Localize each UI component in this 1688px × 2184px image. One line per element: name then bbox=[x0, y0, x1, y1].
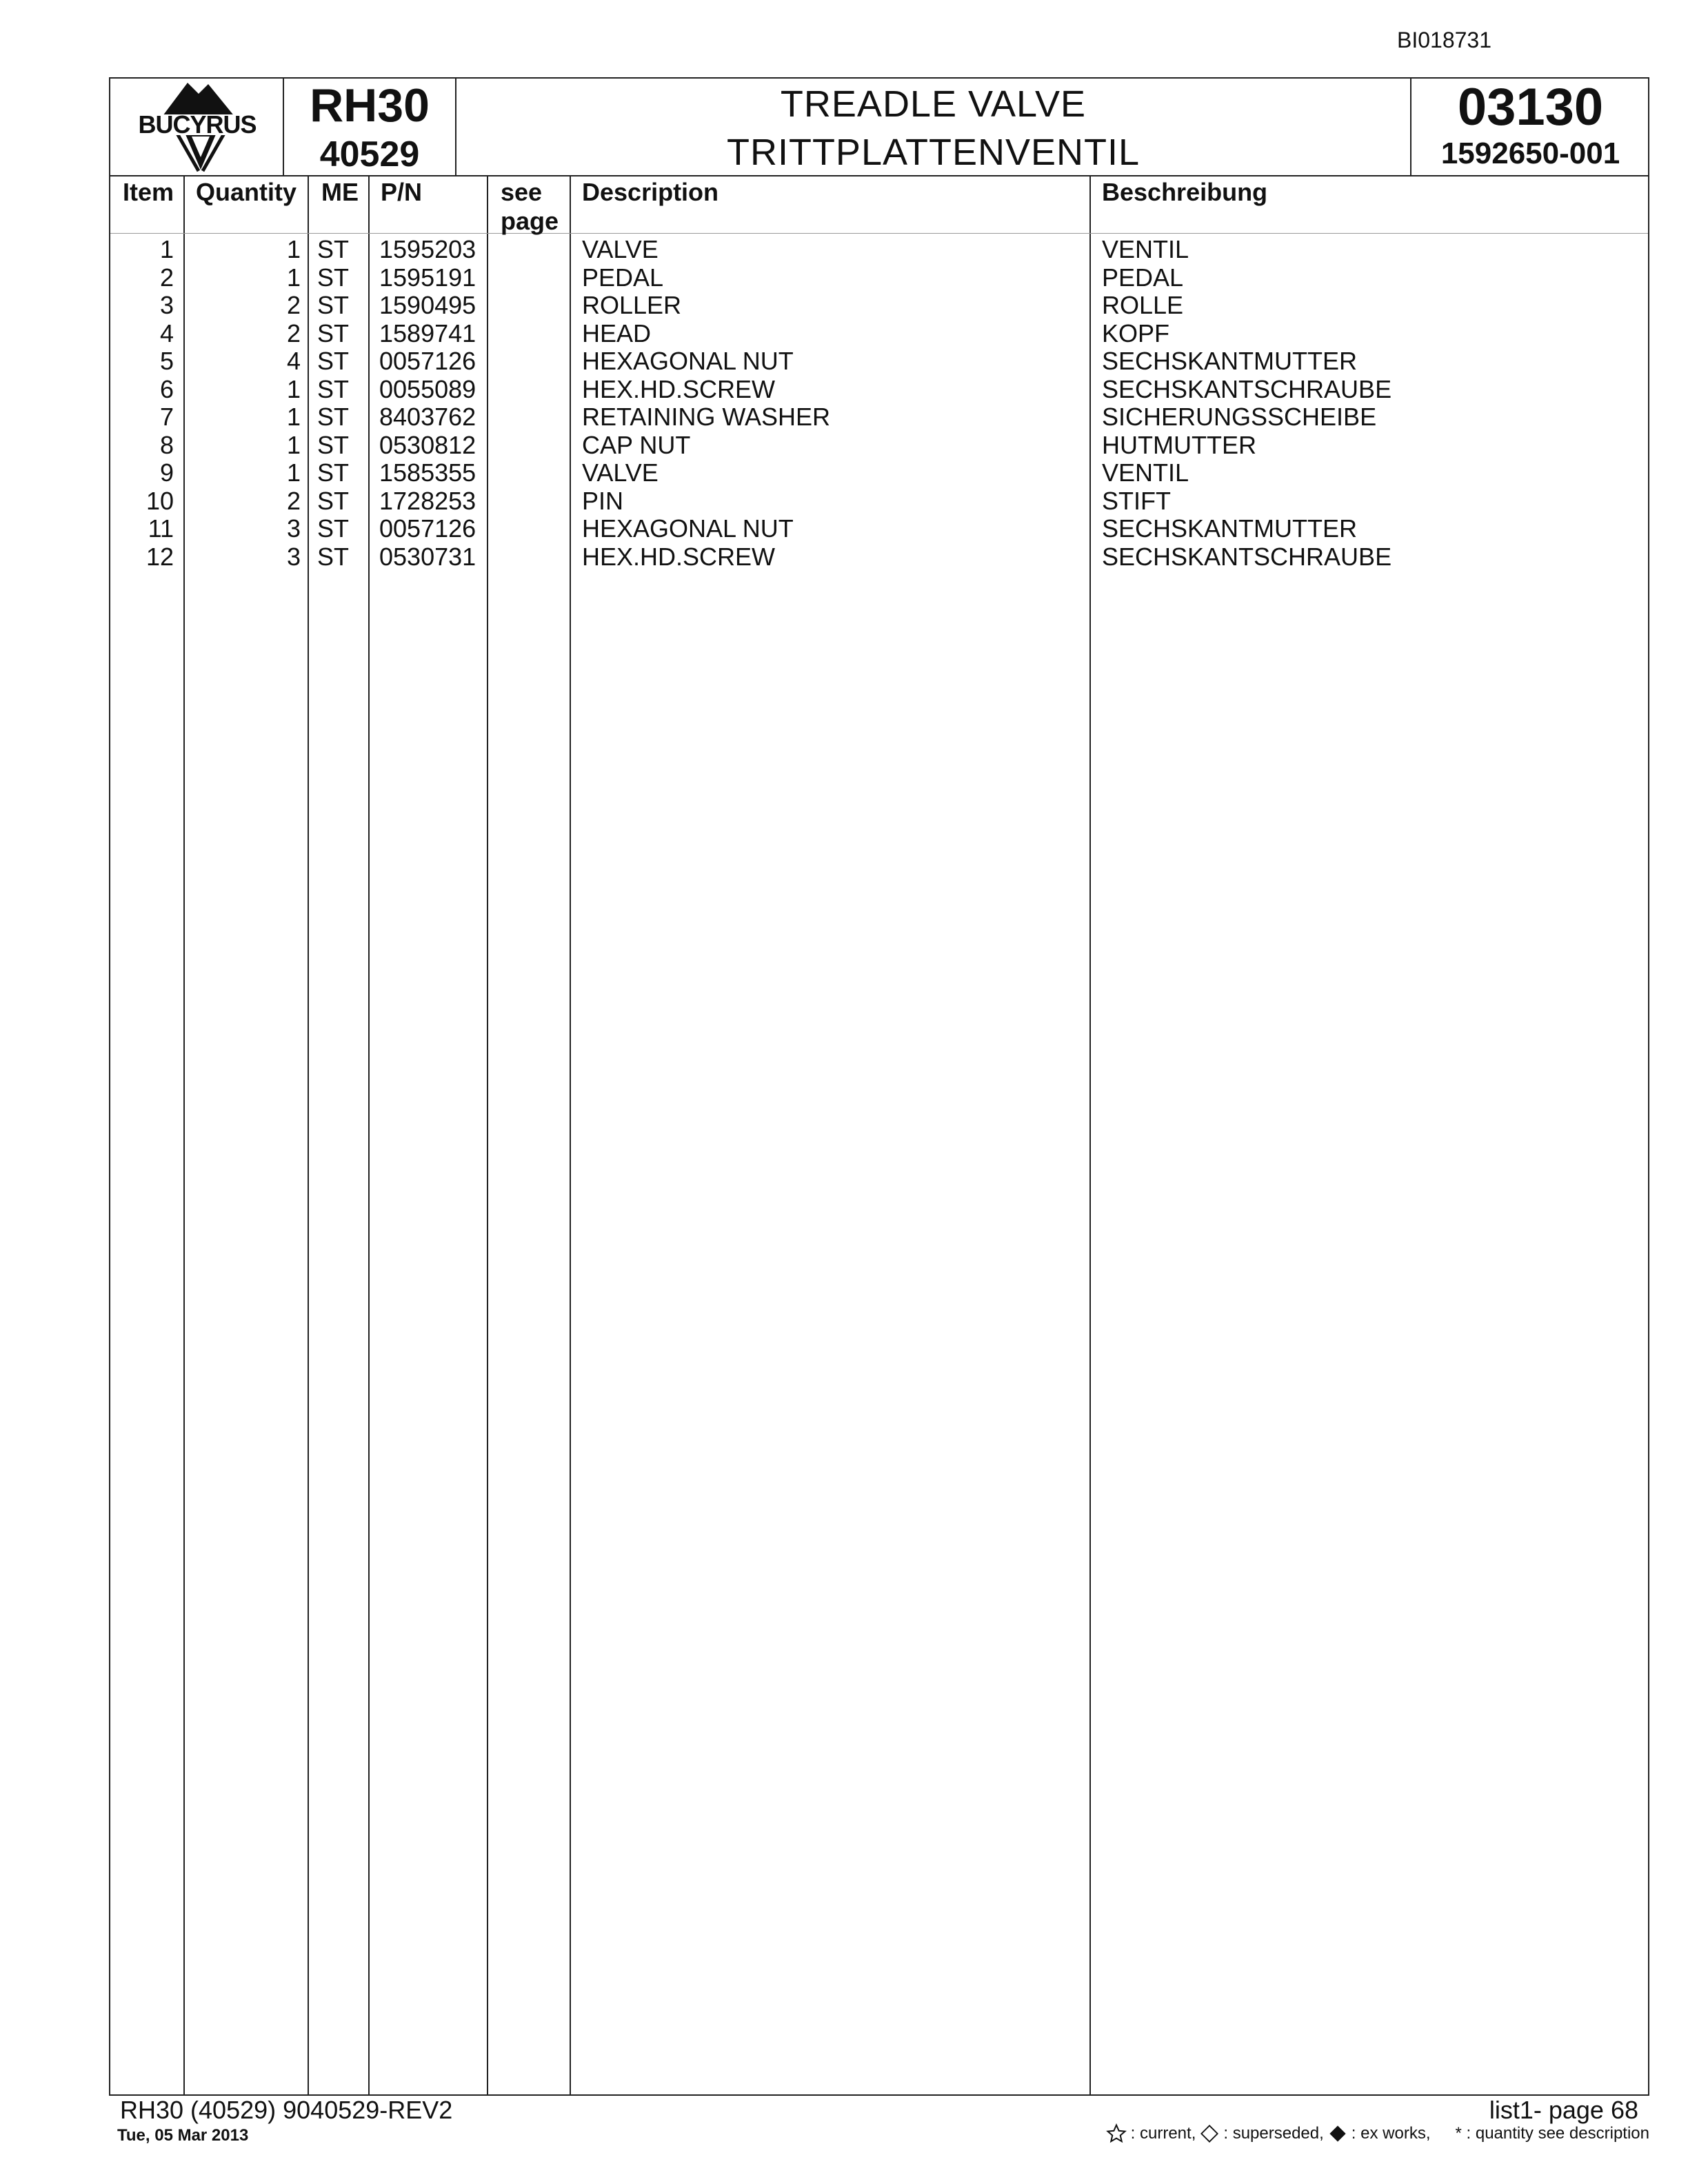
me-cell: ST bbox=[317, 542, 350, 571]
description-cell: HEXAGONAL NUT bbox=[582, 347, 794, 375]
item-cell: 6 bbox=[159, 374, 174, 403]
group-number-cell bbox=[1411, 79, 1649, 175]
description-cell: HEXAGONAL NUT bbox=[582, 514, 794, 543]
star-outline-icon bbox=[1106, 2123, 1127, 2144]
table-row bbox=[110, 347, 1648, 375]
table-row bbox=[110, 320, 1648, 347]
item-cell: 11 bbox=[148, 514, 174, 543]
me-cell: ST bbox=[317, 374, 350, 403]
me-cell: ST bbox=[317, 235, 350, 263]
title-cell bbox=[456, 79, 1411, 175]
part-number-cell: 1595191 bbox=[379, 263, 476, 292]
item-cell: 7 bbox=[159, 403, 174, 431]
svg-text:BUCYRUS: BUCYRUS bbox=[138, 110, 257, 139]
beschreibung-cell: VENTIL bbox=[1102, 235, 1189, 263]
beschreibung-cell: STIFT bbox=[1102, 486, 1171, 515]
quantity-cell: 2 bbox=[286, 486, 301, 515]
legend-quantity: * : quantity see description bbox=[1455, 2124, 1649, 2143]
quantity-cell: 4 bbox=[286, 347, 301, 375]
item-cell: 4 bbox=[159, 318, 174, 347]
diamond-outline-icon bbox=[1200, 2124, 1219, 2143]
me-cell: ST bbox=[317, 430, 350, 459]
group-part-number: 1592650-001 bbox=[1440, 136, 1620, 170]
footer-page-number: list1- page 68 bbox=[1489, 2096, 1638, 2124]
me-cell: ST bbox=[317, 403, 350, 431]
model-cell bbox=[284, 79, 456, 175]
description-cell: ROLLER bbox=[582, 291, 682, 319]
description-cell: VALVE bbox=[582, 458, 659, 487]
part-number-cell: 1585355 bbox=[379, 458, 476, 487]
me-cell: ST bbox=[317, 291, 350, 319]
item-cell: 12 bbox=[145, 542, 174, 571]
item-cell: 5 bbox=[159, 347, 174, 375]
me-cell: ST bbox=[317, 347, 350, 375]
beschreibung-cell: SECHSKANTMUTTER bbox=[1102, 514, 1358, 543]
col-header-beschreibung: Beschreibung bbox=[1102, 178, 1268, 206]
beschreibung-cell: VENTIL bbox=[1102, 458, 1189, 487]
item-cell: 8 bbox=[159, 430, 174, 459]
part-number-cell: 1589741 bbox=[379, 318, 476, 347]
beschreibung-cell: KOPF bbox=[1102, 318, 1170, 347]
quantity-cell: 1 bbox=[286, 430, 301, 459]
quantity-cell: 1 bbox=[286, 235, 301, 263]
quantity-cell: 3 bbox=[286, 514, 301, 543]
table-row bbox=[110, 487, 1648, 515]
quantity-cell: 1 bbox=[286, 403, 301, 431]
me-cell: ST bbox=[317, 318, 350, 347]
description-cell: RETAINING WASHER bbox=[582, 403, 831, 431]
part-number-cell: 1595203 bbox=[379, 235, 476, 263]
table-row bbox=[110, 292, 1648, 319]
table-row bbox=[110, 432, 1648, 459]
quantity-cell: 1 bbox=[286, 374, 301, 403]
description-cell: PEDAL bbox=[582, 263, 664, 292]
description-cell: PIN bbox=[582, 486, 624, 515]
me-cell: ST bbox=[317, 263, 350, 292]
beschreibung-cell: SECHSKANTSCHRAUBE bbox=[1102, 542, 1392, 571]
legend bbox=[1106, 2123, 1649, 2144]
part-number-cell: 8403762 bbox=[379, 403, 476, 431]
model-serial: 40529 bbox=[319, 134, 420, 174]
legend-exworks: : ex works, bbox=[1351, 2124, 1431, 2143]
beschreibung-cell: SECHSKANTSCHRAUBE bbox=[1102, 374, 1392, 403]
description-cell: HEAD bbox=[582, 318, 652, 347]
quantity-cell: 2 bbox=[286, 318, 301, 347]
header bbox=[110, 79, 1648, 176]
beschreibung-cell: SECHSKANTMUTTER bbox=[1102, 347, 1358, 375]
col-header-pn: P/N bbox=[381, 178, 423, 206]
item-cell: 10 bbox=[145, 486, 174, 515]
col-header-item: Item bbox=[123, 178, 174, 206]
item-cell: 3 bbox=[159, 291, 174, 319]
model-number: RH30 bbox=[310, 79, 430, 132]
col-header-me: ME bbox=[321, 178, 359, 206]
table-row bbox=[110, 459, 1648, 487]
part-number-cell: 0057126 bbox=[379, 347, 476, 375]
part-number-cell: 1728253 bbox=[379, 486, 476, 515]
title-english: TREADLE VALVE bbox=[780, 83, 1087, 125]
part-number-cell: 0057126 bbox=[379, 514, 476, 543]
col-header-page: page bbox=[501, 207, 559, 235]
table-row bbox=[110, 264, 1648, 292]
bucyrus-logo bbox=[110, 79, 284, 176]
description-cell: CAP NUT bbox=[582, 430, 691, 459]
legend-current: : current, bbox=[1130, 2124, 1196, 2143]
quantity-cell: 1 bbox=[286, 263, 301, 292]
col-header-quantity: Quantity bbox=[196, 178, 297, 206]
group-number: 03130 bbox=[1457, 78, 1604, 136]
logo-cell bbox=[110, 79, 284, 175]
me-cell: ST bbox=[317, 458, 350, 487]
part-number-cell: 0055089 bbox=[379, 374, 476, 403]
parts-list-sheet bbox=[109, 77, 1649, 2096]
table-row bbox=[110, 515, 1648, 543]
description-cell: VALVE bbox=[582, 235, 659, 263]
quantity-cell: 3 bbox=[286, 542, 301, 571]
item-cell: 2 bbox=[159, 263, 174, 292]
me-cell: ST bbox=[317, 514, 350, 543]
footer-date: Tue, 05 Mar 2013 bbox=[117, 2126, 249, 2145]
part-number-cell: 1590495 bbox=[379, 291, 476, 319]
column-header-rule bbox=[110, 233, 1648, 234]
part-number-cell: 0530812 bbox=[379, 430, 476, 459]
beschreibung-cell: ROLLE bbox=[1102, 291, 1184, 319]
table-row bbox=[110, 543, 1648, 571]
item-cell: 1 bbox=[159, 235, 174, 263]
description-cell: HEX.HD.SCREW bbox=[582, 374, 776, 403]
beschreibung-cell: PEDAL bbox=[1102, 263, 1184, 292]
me-cell: ST bbox=[317, 486, 350, 515]
quantity-cell: 1 bbox=[286, 458, 301, 487]
col-header-see: see bbox=[501, 178, 543, 206]
title-german: TRITTPLATTENVENTIL bbox=[726, 132, 1141, 173]
footer-document-ref: RH30 (40529) 9040529-REV2 bbox=[120, 2096, 453, 2124]
item-cell: 9 bbox=[159, 458, 174, 487]
diamond-filled-icon bbox=[1328, 2124, 1347, 2143]
quantity-cell: 2 bbox=[286, 291, 301, 319]
table-row bbox=[110, 376, 1648, 403]
col-header-description: Description bbox=[582, 178, 719, 206]
document-id: BI018731 bbox=[1397, 28, 1492, 52]
table-row bbox=[110, 236, 1648, 263]
description-cell: HEX.HD.SCREW bbox=[582, 542, 776, 571]
table-row bbox=[110, 403, 1648, 431]
beschreibung-cell: HUTMUTTER bbox=[1102, 430, 1256, 459]
beschreibung-cell: SICHERUNGSSCHEIBE bbox=[1102, 403, 1377, 431]
legend-superseded: : superseded, bbox=[1223, 2124, 1324, 2143]
part-number-cell: 0530731 bbox=[379, 542, 476, 571]
